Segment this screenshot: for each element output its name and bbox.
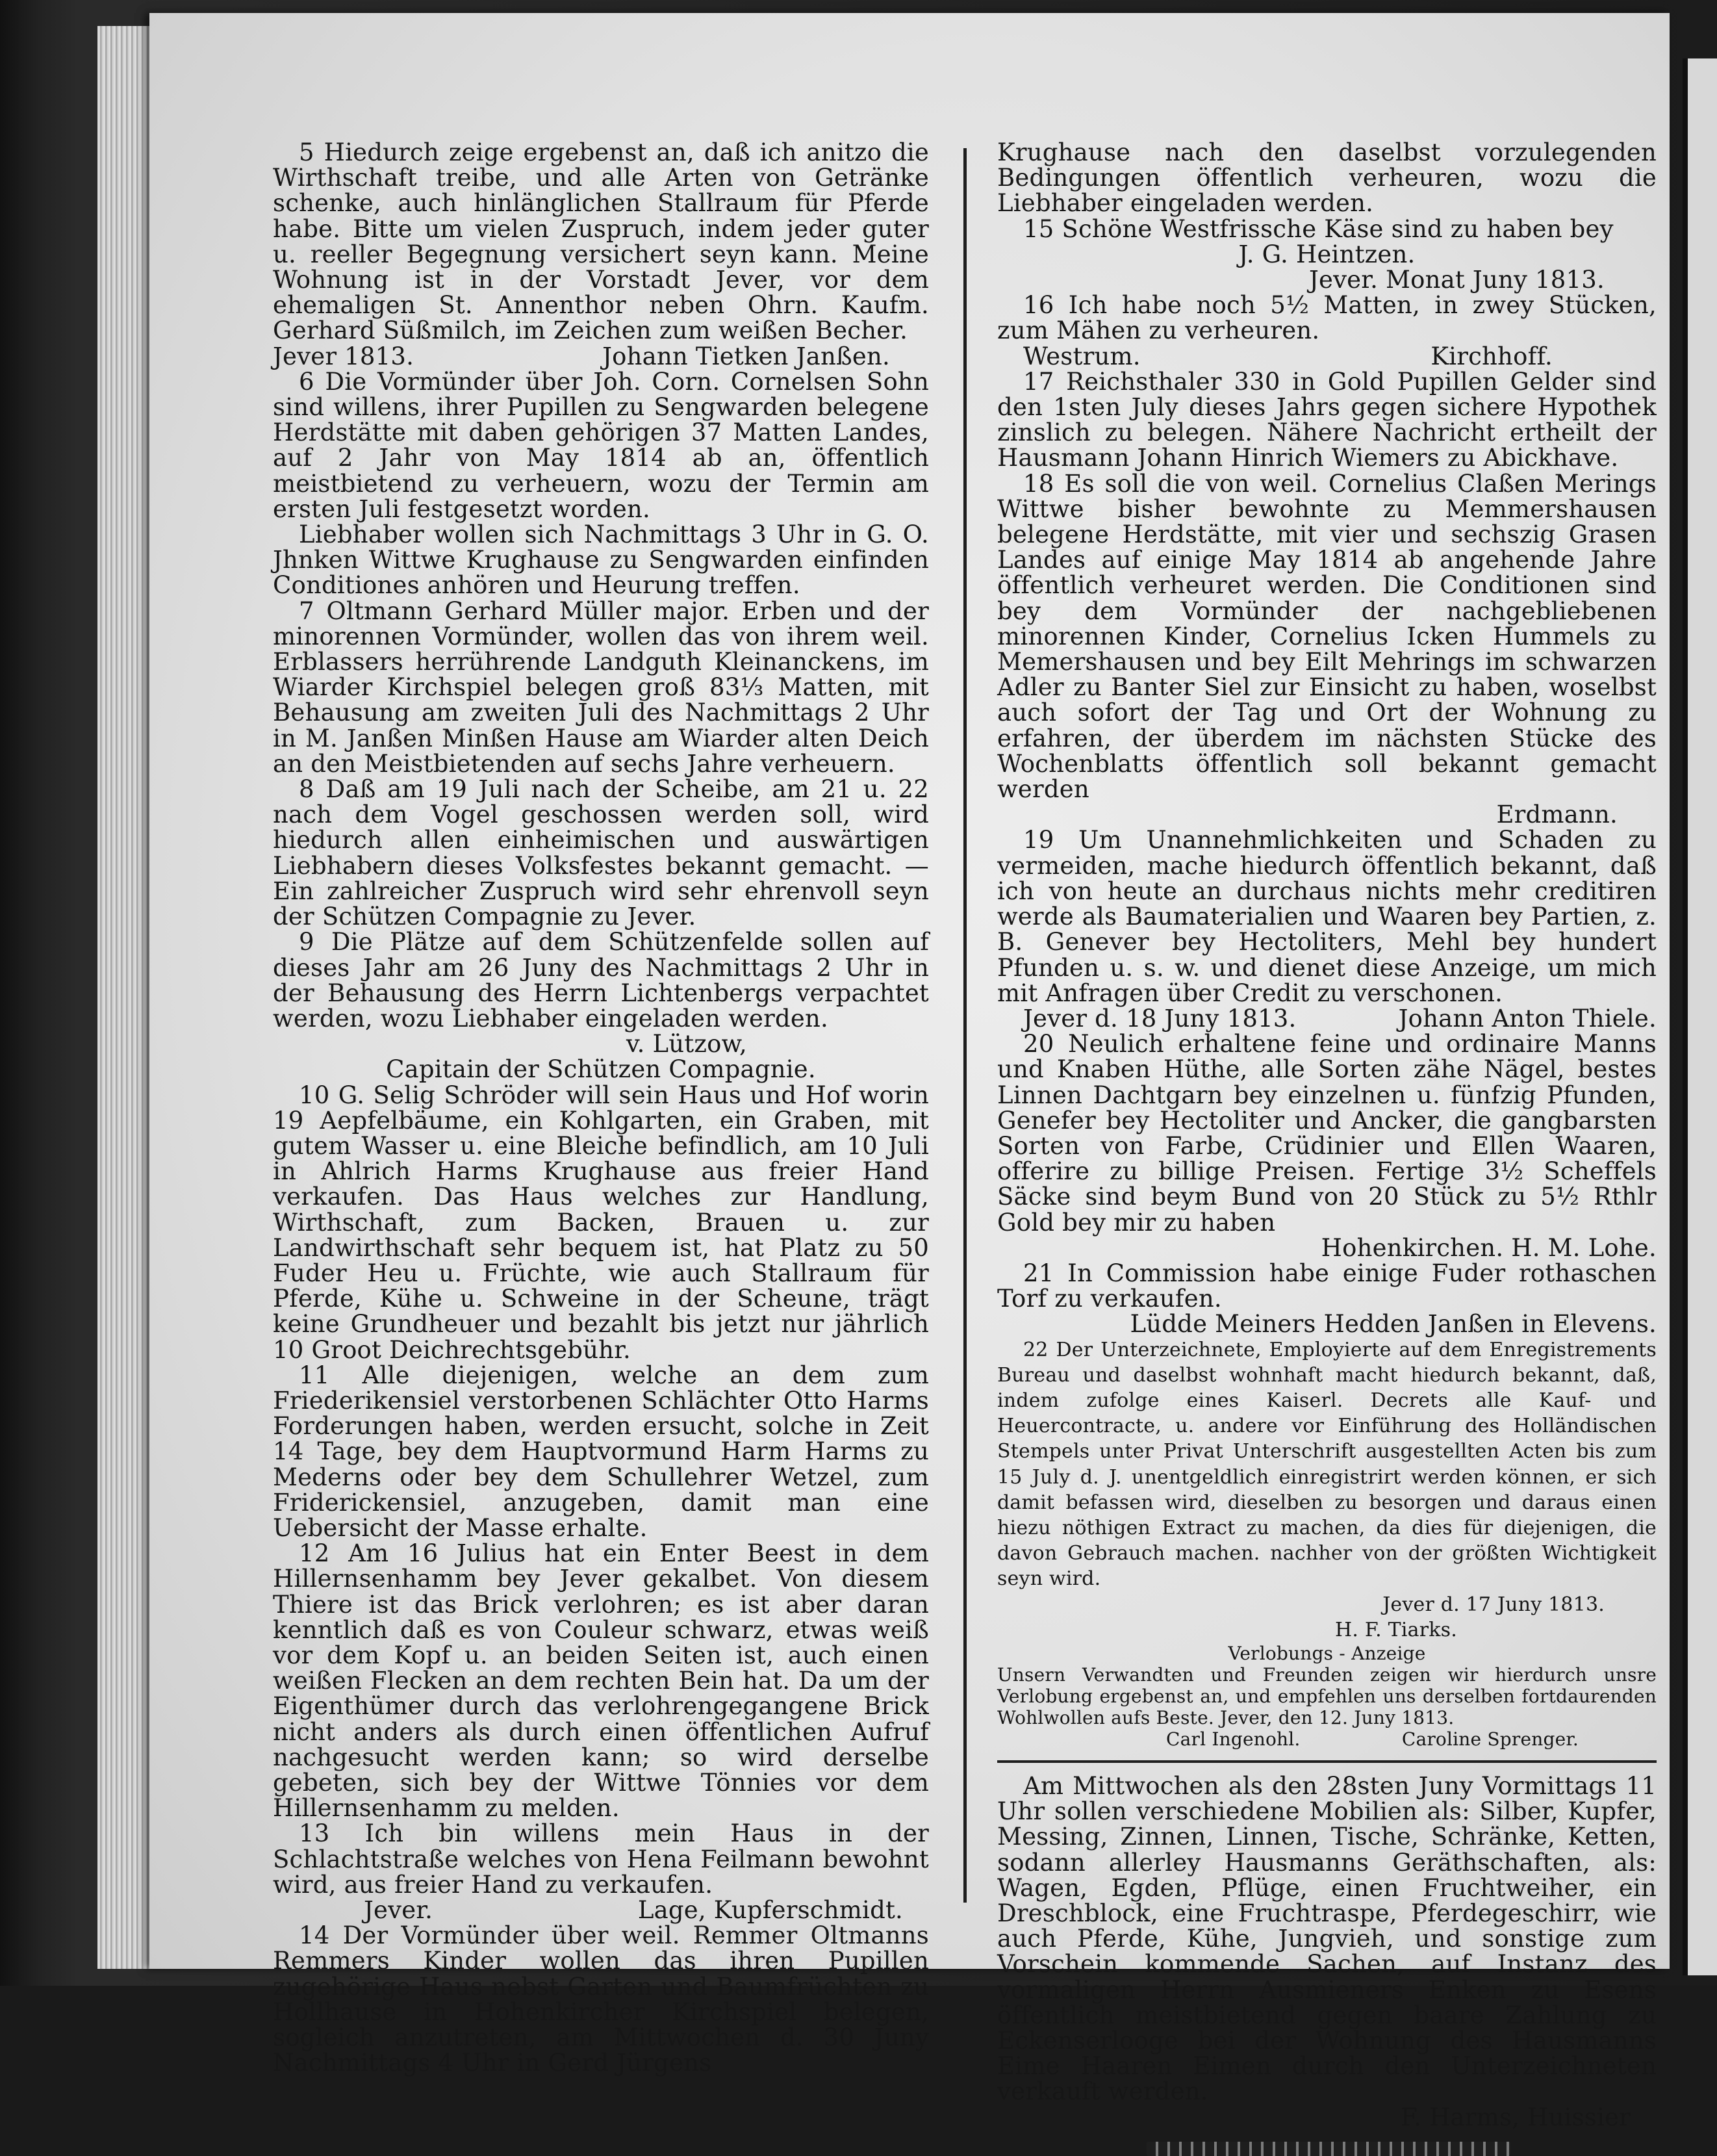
ad-14-continuation: Krughause nach den daselbst vorzulegenden Bedingungen öffentlich verheuren, wozu die Liebhaber eingeladen werden.	[997, 138, 1657, 218]
ad-9: 9 Die Plätze auf dem Schützenfelde sollen auf dieses Jahr am 26 Juny des Nachmittags 2 Uhr in der Behausung des Herrn Lichtenbergs verpachtet werden, wozu Liebhaber eingeladen werden.	[273, 928, 929, 1033]
ad-5-place: Jever 1813.	[273, 342, 414, 370]
ad-16-footer	[997, 344, 1657, 369]
ad-9-signer: v. Lützow,	[626, 1030, 747, 1059]
engagement-text: Unsern Verwandten und Freunden zeigen wir hierdurch unsre Verlobung ergebenst an, und empfehlen uns derselben fortdaurenden Wohlwollen aufs Beste. Jever, den 12. Juny 1813.	[997, 1663, 1657, 1728]
ornamental-rule	[1147, 2142, 1510, 2156]
next-page-edge	[1683, 58, 1717, 1975]
engagement-name-2: Caroline Sprenger.	[1401, 1728, 1579, 1750]
engagement-names	[997, 1728, 1657, 1750]
ad-16: 16 Ich habe noch 5½ Matten, in zwey Stücken, zum Mähen zu verheuren.	[997, 291, 1657, 345]
ad-17: 17 Reichsthaler 330 in Gold Pupillen Gelder sind den 1sten July dieses Jahrs gegen sichere Hypothek zinslich zu belegen. Nähere Nachricht ertheilt der Hausmann Johann Hinrich Wiemers zu Abickhave.	[997, 367, 1657, 472]
ad-19-place: Jever d. 18 Juny 1813.	[1023, 1004, 1297, 1033]
left-column	[273, 140, 929, 2075]
ad-9-title: Capitain der Schützen Compagnie.	[386, 1055, 816, 1084]
engagement-heading: Verlobungs - Anzeige	[1228, 1642, 1426, 1664]
ad-19-signer: Johann Anton Thiele.	[1398, 1004, 1657, 1033]
ad-8: 8 Daß am 19 Juli nach der Scheibe, am 21 u. 22 nach dem Vogel geschossen werden soll, wird hiedurch allen einheimischen und auswärtigen Liebhabern dieses Volksfestes bekannt gemacht. — Ein zahlreicher Zuspruch wird sehr ehrenvoll seyn der Schützen Compagnie zu Jever.	[273, 775, 929, 931]
ad-21-signer: Lüdde Meiners Hedden Janßen in Elevens.	[1130, 1310, 1657, 1339]
ad-7: 7 Oltmann Gerhard Müller major. Erben und der minorennen Vormünder, wollen das von ihrem weil. Erblassers herrührende Landguth Kleinanckens, im Wiarder Kirchspiel belegen groß 83⅓ Matten, mit Behausung am zweiten Juli des Nachmittags 2 Uhr in M. Janßen Minßen Hause am Wiarder alten Deich an den Meistbietenden auf sechs Jahre verheuern.	[273, 597, 929, 778]
ad-16-signer: Kirchhoff.	[1431, 342, 1553, 370]
ad-22-place: Jever d. 17 Juny 1813.	[1382, 1593, 1605, 1616]
ad-5-signer: Johann Tietken Janßen.	[602, 342, 890, 370]
ad-15: 15 Schöne Westfrissche Käse sind zu haben bey	[1023, 214, 1614, 243]
engagement-name-1: Carl Ingenohl.	[1166, 1728, 1301, 1750]
ad-20-signer: Hohenkirchen. H. M. Lohe.	[1321, 1233, 1657, 1262]
ad-19-footer	[997, 1006, 1657, 1031]
ad-19: 19 Um Unannehmlichkeiten und Schaden zu vermeiden, mache hiedurch öffentlich bekannt, daß ich von heute an durchaus nichts mehr creditiren werde als Baumaterialien und Waaren bey Partien, z. B. Genever bey Hectoliters, Mehl bey hundert Pfunden u. s. w. und dienet diese Anzeige, um mich mit Anfragen über Credit zu verschonen.	[997, 826, 1657, 1007]
ad-22-signer: H. F. Tiarks.	[1335, 1618, 1457, 1641]
right-column	[997, 140, 1657, 2156]
ad-5: 5 Hiedurch zeige ergebenst an, daß ich anitzo die Wirthschaft treibe, und alle Arten von Getränke schenke, auch hinlänglichen Stallraum für Pferde habe. Bitte um vielen Zuspruch, indem jeder guter u. reeller Begegnung versichert seyn kann. Meine Wohnung ist in der Vorstadt Jever, vor dem ehemaligen St. Annenthor neben Ohrn. Kaufm. Gerhard Süßmilch, im Zeichen zum weißen Becher.	[273, 138, 929, 345]
ad-20: 20 Neulich erhaltene feine und ordinaire Manns und Knaben Hüthe, alle Sorten zähe Nägel, bestes Linnen Dachtgarn bey einzelnen u. fünfzig Pfunden, Genefer bey Hectoliter und Ancker, die gangbarsten Sorten von Farbe, Crüdinier und Ellen Waaren, offerire zu billige Preisen. Fertige 3½ Scheffels Säcke sind beym Bund von 20 Stück zu 5½ Rthlr Gold bey mir zu haben	[997, 1030, 1657, 1237]
ad-16-place: Westrum.	[1023, 342, 1141, 370]
ad-15-place: Jever. Monat Juny 1813.	[1308, 266, 1605, 294]
ad-6: 6 Die Vormünder über Joh. Corn. Cornelsen Sohn sind willens, ihrer Pupillen zu Sengwarden belegene Herdstätte mit daben gehörigen 37 Matten Landes, auf 2 Jahr von May 1814 ab an, öffentlich meistbietend zu verheuern, wozu der Termin am ersten Juli festgesetzt worden.	[273, 367, 929, 523]
ad-13: 13 Ich bin willens mein Haus in der Schlachtstraße welches von Hena Feilmann bewohnt wird, aus freier Hand zu verkaufen.	[273, 1819, 929, 1899]
ad-18: 18 Es soll die von weil. Cornelius Claßen Merings Wittwe bisher bewohnte zu Memmershausen belegene Herdstätte, mit vier und sechszig Grasen Landes auf einige May 1814 ab angehende Jahre öffentlich verheuret werden. Die Conditionen sind bey dem Vormünder der nachgebliebenen minorennen Kinder, Cornelius Icken Hummels zu Memershausen und bey Eilt Mehrings im schwarzen Adler zu Banter Siel zur Einsicht zu haben, woselbst auch sofort der Tag und Ort der Wohnung zu erfahren, der überdem im nächsten Stücke des Wochenblatts öffentlich soll bekannt gemacht werden	[997, 469, 1657, 804]
ad-13-signer: Lage, Kupferschmidt.	[637, 1896, 903, 1925]
ad-12: 12 Am 16 Julius hat ein Enter Beest in dem Hillernsenhamm bey Jever gekalbet. Von diesem Thiere ist das Brick verlohren; es ist aber daran kenntlich daß es von Couleur schwarz, etwas weiß vor dem Kopf u. an beiden Seiten ist, auch einen weißen Flecken an dem rechten Bein hat. Da um der Eigenthümer durch das verlohrengegangene Brick nicht anders als durch einen öffentlichen Aufruf nachgesucht werden kann; so wird derselbe gebeten, sich bey der Wittwe Tönnies vor dem Hillernsenhamm zu melden.	[273, 1539, 929, 1823]
ad-22: 22 Der Unterzeichnete, Employierte auf dem Enregistrements Bureau und daselbst wohnhaft macht hiedurch bekannt, daß, indem zufolge eines Kaiserl. Decrets alle Kauf- und Heuercontracte, u. andere vor Einführung des Holländischen Stempels unter Privat Unterschrift ausgestellten Acten bis zum 15 July d. J. unentgeldlich einregistrirt werden können, er sich damit befassen wird, dieselben zu besorgen und daraus einen hiezu nöthigen Extract zu machen, da dies für diejenigen, die davon Gebrauch machen. nachher von der größten Wichtigkeit seyn wird.	[997, 1338, 1657, 1591]
column-divider	[963, 148, 967, 1903]
section-divider	[997, 1760, 1657, 1763]
ad-14: 14 Der Vormünder über weil. Remmer Oltmanns Remmers Kinder wollen das ihren Pupillen zugehörige Haus nebst Garten und Baumfrüchten zu Hollhause in Hohenkircher Kirchspiel belegen, sogleich anzutreten, am Mittwochen d. 30 Juny Nachmittags 4 Uhr in Gerd Jürgens	[273, 1921, 929, 2077]
ad-18-signer: Erdmann.	[1496, 801, 1618, 829]
ad-10: 10 G. Selig Schröder will sein Haus und Hof worin 19 Aepfelbäume, ein Kohlgarten, ein Graben, mit gutem Wasser u. eine Bleiche befindlich, am 10 Juli in Ahlrich Harms Krughause aus freier Hand verkaufen. Das Haus welches zur Handlung, Wirthschaft, zum Backen, Brauen u. zur Landwirthschaft sehr bequem ist, hat Platz zu 50 Fuder Heu u. Früchte, wie auch Stallraum für Pferde, Kühe u. Schweine in der Scheune, trägt keine Grundheuer und bezahlt bis jetzt nur jährlich 10 Groot Deichrechtsgebühr.	[273, 1081, 929, 1364]
ad-5-footer	[273, 344, 929, 369]
ad-15-signer: J. G. Heintzen.	[1238, 240, 1416, 268]
auction-notice: Am Mittwochen als den 28sten Juny Vormittags 11 Uhr sollen verschiedene Mobilien als: Silber, Kupfer, Messing, Zinnen, Linnen, Tische, Schränke, Ketten, sodann allerley Hausmanns Geräthschaften, als: Wagen, Egden, Pflüge, einen Fruchtweiher, ein Dreschblock, eine Fruchtraspe, Pferdegeschirr, wie auch Pferde, Kühe, Jungvieh, und sonstige zum Vorschein kommende Sachen, auf Instanz des vormaligen Herrn Ausmieners Enken zu Esens öffentlich meistbietend gegen baare Zahlung zu Eckenserlooge bei der Wohnung des Hausmanns Eime Haaren Eimen durch den Unterzeichneten verkauft werden.	[997, 1771, 1657, 2106]
ad-11: 11 Alle diejenigen, welche an dem zum Friederikensiel verstorbenen Schlächter Otto Harms Forderungen haben, werden ersucht, solche in Zeit 14 Tage, bey dem Hauptvormund Harm Harms zu Mederns oder bey dem Schullehrer Wetzel, zum Friderickensiel, anzugeben, damit man eine Uebersicht der Masse erhalte.	[273, 1361, 929, 1542]
auction-signer: F. Harms, Huissier	[1401, 2103, 1631, 2131]
ad-21: 21 In Commission habe einige Fuder rothaschen Torf zu verkaufen.	[997, 1259, 1657, 1313]
ad-6-continuation: Liebhaber wollen sich Nachmittags 3 Uhr in G. O. Jhnken Wittwe Krughause zu Sengwarden einfinden Conditiones anhören und Heurung treffen.	[273, 520, 929, 600]
ad-13-footer	[273, 1897, 929, 1923]
ad-13-place: Jever.	[364, 1896, 433, 1925]
